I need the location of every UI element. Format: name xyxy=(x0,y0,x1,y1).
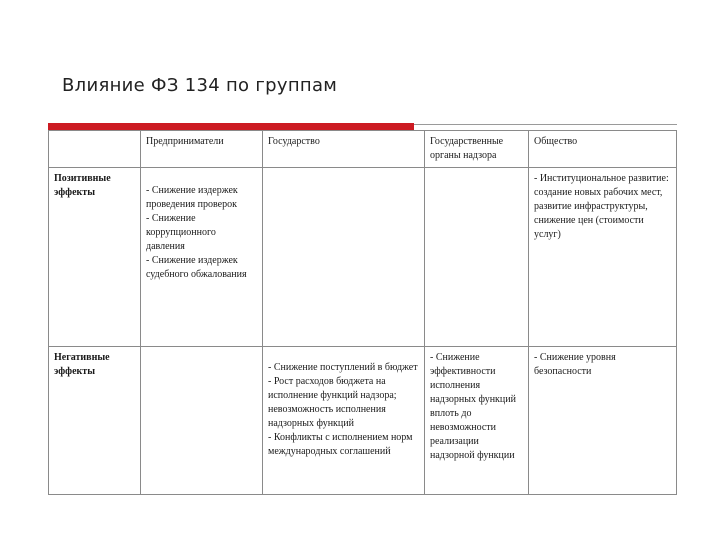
cell-positive-state xyxy=(263,168,425,347)
title-divider-line xyxy=(414,124,677,125)
slide-title: Влияние ФЗ 134 по группам xyxy=(62,75,338,96)
cell-negative-state xyxy=(263,347,425,495)
header-society: Общество xyxy=(529,131,677,168)
row-label-negative: Негативные эффекты xyxy=(49,347,141,495)
header-supervisory-bodies: Государственные органы надзора xyxy=(425,131,529,168)
title-accent-bar xyxy=(48,123,414,130)
effects-table xyxy=(48,130,677,495)
table-header-row xyxy=(49,131,677,168)
cell-positive-supervisory xyxy=(425,168,529,347)
cell-negative-supervisory xyxy=(425,347,529,495)
cell-text: - Институциональное развитие: создание новых рабочих мест, развитие инфраструктуры, снижение цен (стоимости услуг) xyxy=(534,173,669,240)
cell-text: - Снижение поступлений в бюджет - Рост расходов бюджета на исполнение функций надзора; невозможность исполнения надзорных функций - Конфликты с исполнением норм международных соглашений xyxy=(268,362,418,457)
table-row-negative xyxy=(49,347,677,495)
cell-negative-society xyxy=(529,347,677,495)
cell-positive-entrepreneurs xyxy=(141,168,263,347)
header-state: Государство xyxy=(263,131,425,168)
cell-negative-entrepreneurs xyxy=(141,347,263,495)
header-corner-cell xyxy=(49,131,141,168)
cell-text: - Снижение издержек проведения проверок - Снижение коррупционного давления - Снижение издержек судебного обжалования xyxy=(146,185,247,280)
table-row-positive xyxy=(49,168,677,347)
cell-positive-society xyxy=(529,168,677,347)
header-entrepreneurs: Предприниматели xyxy=(141,131,263,168)
cell-text: - Снижение уровня безопасности xyxy=(534,352,616,377)
row-label-positive: Позитивные эффекты xyxy=(49,168,141,347)
cell-text: - Снижение эффективности исполнения надзорных функций вплоть до невозможности реализации надзорной функции xyxy=(430,352,516,461)
